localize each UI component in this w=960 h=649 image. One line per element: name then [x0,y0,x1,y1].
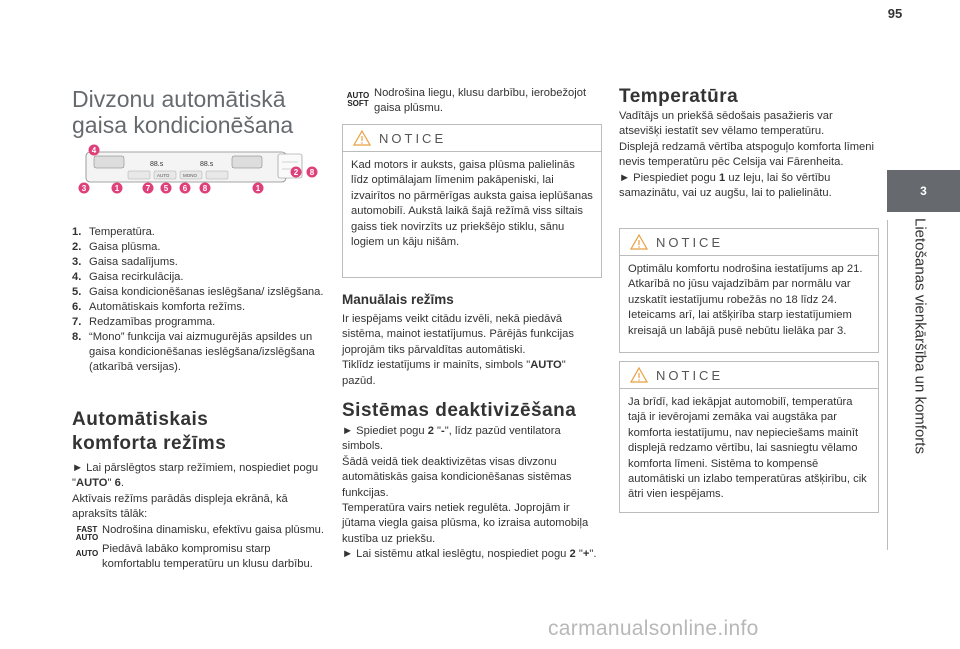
list-item: 2. Gaisa plūsma. [72,241,161,253]
notice-text: Ja brīdī, kad iekāpjat automobilī, temperatūra tajā ir ievērojami zemāka vai augstāka par komforta iestatījumu, nav nepieciešams mainīt displejā redzamo vērtību, lai sasniegtu vēlamo komforta līmeni. Sistēma to kompensē automātiski un izlabo temperatūras atšķirību, cik ātri vien iespējams. [620,388,878,509]
auto-comfort-text: ► Lai pārslēgtos starp režīmiem, nospiediet pogu "AUTO" 6. Aktīvais režīms parādās displeja ekrānā, kā apraksīts tālāk: FAST AUTO Nodrošina dinamisku, efektīvu gaisa plūsmu. AUTO Piedāvā labāko kompromisu starp komfortablu temperatūru un klusu darbību. [72,461,326,572]
section-title-dual-zone: Divzonu automātiskā gaisa kondicionēšana [72,86,294,138]
notice-label: NOTICE [656,234,724,250]
display-left: 88.s [150,161,164,168]
notice-label: NOTICE [379,130,447,146]
temperature-text: Vadītājs un priekšā sēdošais pasažieris var atsevišķi iestatīt sev vēlamo temperatūru. Displejā redzamā vērtība atspoguļo komforta līmeni nevis temperatūru pēc Celsija vai Fārenheita. ► Piespiediet pogu 1 uz leju, lai šo vērtību samazinātu, vai uz augšu, lai to palielinātu. [619,110,874,200]
chapter-title-text: Lietošanas vienkāršība un komforts [911,218,929,454]
btn-auto-label: AUTO [157,173,170,178]
mode-auto-row: AUTO Piedāvā labāko kompromisu starp komfortablu temperatūru un klusu darbību. [72,542,326,573]
chapter-title [900,218,940,548]
page-number: 95 [887,6,903,21]
list-item: 6. Automātiskais komforta režīms. [72,301,246,313]
svg-text:2: 2 [293,168,299,177]
section-title-manual: Manuālais režīms [342,292,454,307]
notice-box-cold-engine [342,124,602,278]
section-title-temperature: Temperatūra [619,86,739,107]
list-item: 8. “Mono” funkcija vai aizmugurējās apsildes un gaisa kondicionēšanas ieslēgšana/izslēgšana (atkarībā versijas). [72,331,315,373]
list-item: 3. Gaisa sadalījums. [72,256,178,268]
warning-triangle-icon [353,130,371,146]
list-item: 4. Gaisa recirkulācija. [72,271,184,283]
list-item: 1. Temperatūra. [72,226,155,238]
notice-text: Kad motors ir auksts, gaisa plūsma palielinās līdz optimālajam līmenim pakāpeniski, lai izvairītos no pārmērīgas auksta gaisa ieplūšanas automobilī. Aukstā laikā šajā režīmā viss siltais gaiss tiek novirzīts uz priekšējo stiklu, sānu logiem un kāju nišām. [343,151,601,256]
control-panel-diagram [72,142,322,197]
notice-box-optimal-comfort [619,228,879,353]
deactivation-text: ► Spiediet pogu 2 "-", līdz pazūd ventilatora simbols. Šādā veidā tiek deaktivizētas visas divzonu automātiskās gaisa kondicionēšanas sistēmas funkcijas. Temperatūra vairs netiek regulēta. Joprojām ir jūtama viegla gaisa plūsma, ko izraisa automobiļa kustība uz priekšu. ► Lai sistēmu atkal ieslēgtu, nospiediet pogu 2 "+". [342,425,597,561]
display-right: 88.s [200,161,214,168]
list-item: 7. Redzamības programma. [72,316,216,328]
warning-triangle-icon [630,367,648,383]
notice-text: Optimālu komfortu nodrošina iestatījums ap 21. Atkarībā no jūsu vajadzībām par normālu var uzskatīt iestatījumu robežās no 18 līdz 24. Ieteicams arī, lai atšķirība starp iestatījumiem kreisajā un labājā pusē nebūtu lielāka par 3. [620,255,878,345]
svg-text:8: 8 [309,168,315,177]
notice-box-compensation [619,361,879,513]
svg-text:4: 4 [91,146,97,155]
btn-mono-label: MONO [183,173,197,178]
sidebar-divider [887,220,888,550]
soft-mode: AUTO SOFT Nodrošina liegu, klusu darbību, ierobežojot gaisa plūsmu. [342,86,598,117]
fast-auto-icon: FAST AUTO [75,524,99,542]
svg-text:8: 8 [202,184,208,193]
auto-soft-icon: AUTO SOFT [346,91,370,108]
svg-text:6: 6 [182,184,188,193]
warning-triangle-icon [630,234,648,250]
manual-text: Ir iespējams veikt citādu izvēli, nekā piedāvā sistēma, mainot iestatījumus. Pārējās funkcijas joprojām tiks pārvaldītas automātiski. Tiklīdz iestatījums ir mainīts, simbols "AUTO" pazūd. [342,313,574,387]
auto-icon: AUTO [75,548,99,558]
component-list [72,225,326,375]
mode-fast-row: FAST AUTO Nodrošina dinamisku, efektīvu gaisa plūsmu. [72,523,326,542]
svg-text:5: 5 [163,184,169,193]
svg-text:1: 1 [114,184,120,193]
svg-text:3: 3 [81,184,87,193]
watermark: carmanualsonline.info [548,617,759,640]
svg-text:7: 7 [145,184,151,193]
list-item: 5. Gaisa kondicionēšanas ieslēgšana/ izslēgšana. [72,286,324,298]
section-title-deactivation: Sistēmas deaktivizēšana [342,400,577,421]
svg-text:1: 1 [255,184,261,193]
chapter-tab: 3 [887,170,960,212]
notice-label: NOTICE [656,367,724,383]
section-title-auto-comfort: Automātiskais komforta režīms [72,409,227,454]
